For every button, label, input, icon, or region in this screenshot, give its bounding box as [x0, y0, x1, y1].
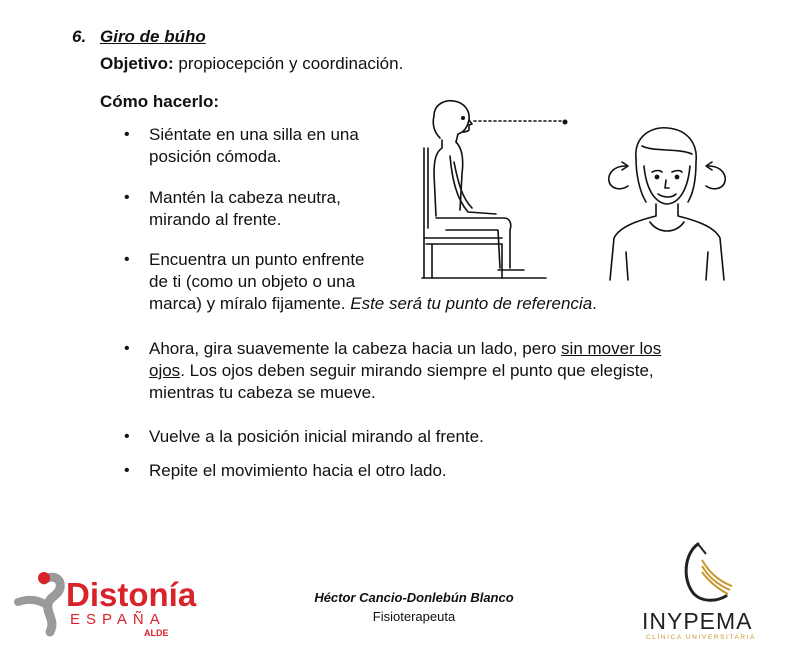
step-5-line-1: Vuelve a la posición inicial mirando al frente. — [149, 427, 484, 446]
step-3-line-2: de ti (como un objeto o una — [149, 272, 356, 291]
inypema-emblem-icon — [676, 540, 736, 606]
section-number: 6. — [72, 27, 87, 46]
bullet: • — [124, 251, 130, 268]
reference-point-note: Este será tu punto de referencia — [350, 294, 593, 313]
bullet: • — [124, 189, 130, 206]
seated-person-illustration — [412, 98, 572, 280]
distonia-figure-icon — [14, 570, 70, 640]
step-6-line-1: Repite el movimiento hacia el otro lado. — [149, 461, 447, 480]
objective-line — [100, 53, 403, 75]
step-4-line-3: mientras tu cabeza se mueve. — [149, 383, 376, 402]
emphasis-underlined: sin mover los — [561, 339, 662, 358]
step-1-line-1: Siéntate en una silla en una — [149, 125, 359, 144]
distonia-espana-logo — [14, 562, 197, 642]
bullet: • — [124, 126, 130, 143]
inypema-logo — [640, 540, 770, 645]
step-4 — [149, 338, 661, 404]
step-6 — [149, 460, 447, 482]
step-4-text: Ahora, gira suavemente la cabeza hacia un lado, pero — [149, 339, 562, 358]
logo-word: INYPEMA — [642, 608, 753, 634]
step-1 — [149, 124, 359, 168]
logo-subword: CLÍNICA UNIVERSITARIA — [646, 634, 757, 641]
emphasis-underlined: ojos — [149, 361, 181, 380]
bullet: • — [124, 428, 130, 445]
step-4-text: . Los ojos deben seguir mirando siempre el punto que elegiste, — [180, 361, 654, 380]
step-2-line-1: Mantén la cabeza neutra, — [149, 188, 341, 207]
step-4-line-2 — [149, 360, 661, 382]
author-name: Héctor Cancio-Donlebún Blanco — [314, 590, 514, 605]
step-3-text: marca) y míralo fijamente. — [149, 294, 351, 313]
objective-label: Objetivo: — [100, 54, 174, 73]
author-role: Fisioterapeuta — [372, 609, 456, 624]
step-5 — [149, 426, 484, 448]
step-1-line-2: posición cómoda. — [149, 147, 282, 166]
step-2 — [149, 187, 341, 231]
head-rotation-illustration — [596, 122, 736, 282]
step-3-line-1: Encuentra un punto enfrente — [149, 250, 365, 269]
step-3-line-3 — [149, 293, 597, 315]
logo-subword: ESPAÑA — [70, 611, 166, 628]
logo-word: Distonía — [66, 576, 197, 613]
step-4-line-1 — [149, 338, 661, 360]
objective-text: propiocepción y coordinación. — [173, 54, 404, 73]
step-3-period: . — [592, 294, 597, 313]
section-title: Giro de búho — [100, 27, 206, 46]
logo-tag: ALDE — [144, 628, 169, 638]
how-to-heading: Cómo hacerlo: — [100, 92, 220, 111]
bullet: • — [124, 462, 130, 479]
bullet: • — [124, 340, 130, 357]
step-2-line-2: mirando al frente. — [149, 210, 282, 229]
